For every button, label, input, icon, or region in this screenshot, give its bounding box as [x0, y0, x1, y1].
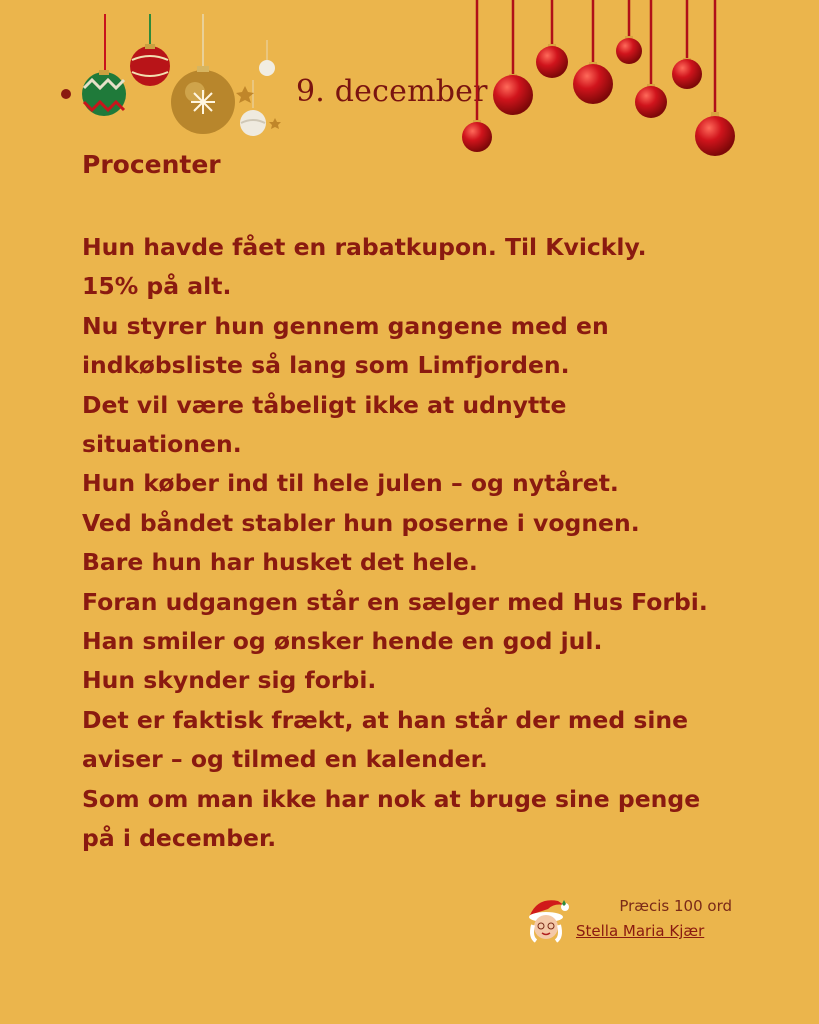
- word-count: Præcis 100 ord: [619, 897, 732, 915]
- santa-hat-avatar-icon: [524, 895, 570, 945]
- poem-line: situationen.: [82, 430, 242, 459]
- poem-line: Hun havde fået en rabatkupon. Til Kvickly.: [82, 233, 647, 261]
- christmas-baubles-icon: [55, 0, 295, 150]
- poem-line: Nu styrer hun gennem gangene med en: [82, 311, 609, 340]
- poem-line: på i december.: [82, 824, 277, 853]
- date-heading: 9. december: [296, 74, 488, 109]
- poem-line: Ved båndet stabler hun poserne i vognen.: [82, 508, 640, 537]
- author-link[interactable]: Stella Maria Kjær: [576, 922, 705, 940]
- poem-line: Det er faktisk frækt, at han står der med sine: [82, 705, 689, 734]
- signature-block: [520, 893, 750, 953]
- poem-line: 15% på alt.: [82, 272, 232, 301]
- poem-line: Det vil være tåbeligt ikke at udnytte: [82, 390, 567, 419]
- poem-title: Procenter: [82, 150, 221, 179]
- hanging-red-baubles-icon: [455, 0, 755, 165]
- poem-line: Som om man ikke har nok at bruge sine penge: [82, 784, 701, 813]
- poem-line: Han smiler og ønsker hende en god jul.: [82, 627, 603, 656]
- poem-line: Bare hun har husket det hele.: [82, 548, 478, 577]
- poem-line: Hun køber ind til hele julen – og nytåret.: [82, 469, 619, 498]
- poem-body: [82, 228, 772, 859]
- poem-line: Hun skynder sig forbi.: [82, 666, 377, 695]
- poem-line: aviser – og tilmed en kalender.: [82, 745, 488, 774]
- poem-line: indkøbsliste så lang som Limfjorden.: [82, 351, 570, 380]
- poem-line: Foran udgangen står en sælger med Hus Forbi.: [82, 587, 708, 616]
